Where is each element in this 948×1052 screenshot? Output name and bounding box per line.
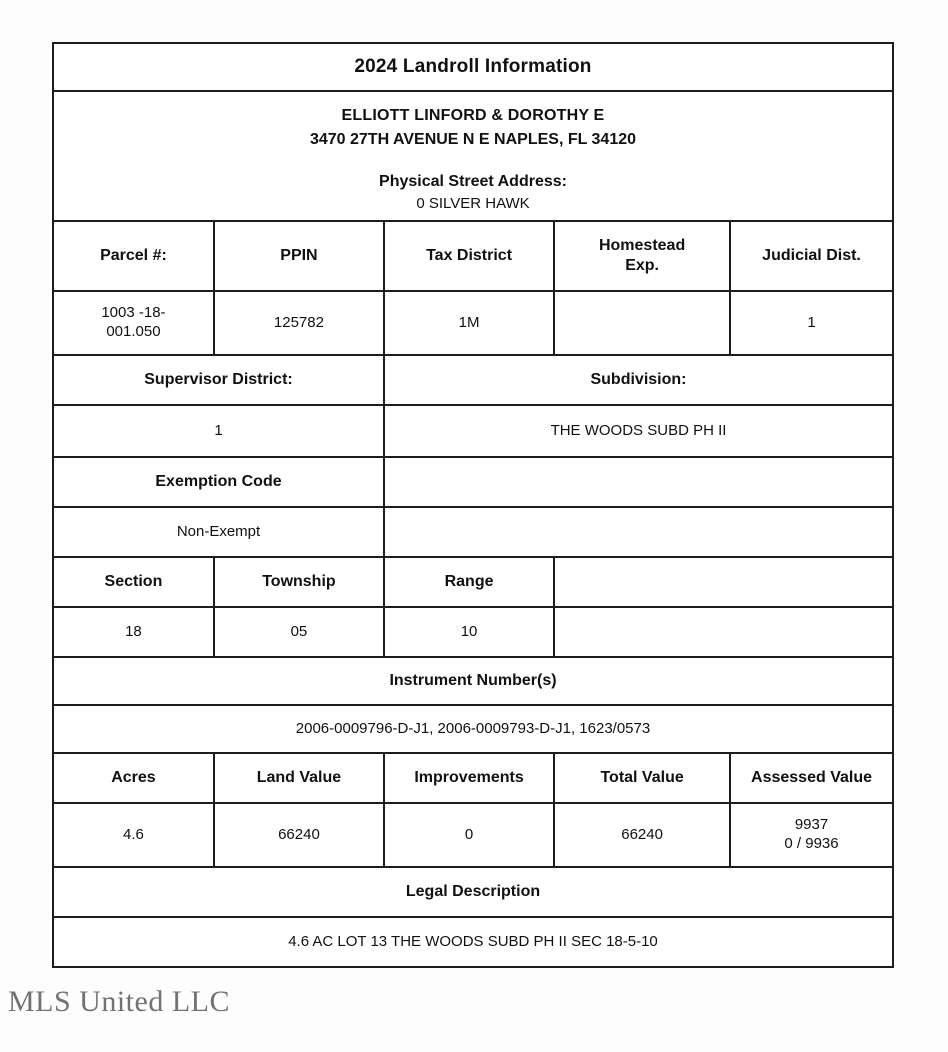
total-value-value: 66240 xyxy=(555,804,731,866)
assessed-value-header: Assessed Value xyxy=(751,769,872,786)
section-township-range-value-row xyxy=(54,608,892,658)
township-header: Township xyxy=(215,558,385,606)
tax-district-header: Tax District xyxy=(385,222,555,290)
acres-value: 4.6 xyxy=(54,804,215,866)
legal-description-header: Legal Description xyxy=(405,883,541,900)
watermark: MLS United LLC xyxy=(8,985,230,1018)
judicial-district-value: 1 xyxy=(807,313,816,331)
instrument-header-row xyxy=(54,658,892,706)
homestead-exp-header xyxy=(555,222,731,290)
range-header: Range xyxy=(385,558,555,606)
subdivision-header: Subdivision: xyxy=(590,371,687,388)
physical-address-label: Physical Street Address: xyxy=(379,173,567,190)
owner-row xyxy=(54,92,892,222)
exemption-header-blank xyxy=(385,458,892,506)
section-value: 18 xyxy=(54,608,215,656)
supervisor-district-header: Supervisor District: xyxy=(54,356,385,404)
ppin-header: PPIN xyxy=(215,222,385,290)
section-township-range-header-row xyxy=(54,558,892,608)
parcel-number-line2: 001.050 xyxy=(106,323,161,340)
exemption-header-row xyxy=(54,458,892,508)
supervisor-district-value: 1 xyxy=(54,406,385,456)
values-header-row xyxy=(54,754,892,804)
land-value-header: Land Value xyxy=(215,754,385,802)
title-row xyxy=(54,44,892,92)
instrument-number-header: Instrument Number(s) xyxy=(389,672,557,689)
owner-block xyxy=(54,92,892,220)
landroll-table xyxy=(52,42,894,968)
legal-description-header-row xyxy=(54,868,892,918)
physical-address-value: 0 SILVER HAWK xyxy=(416,195,530,212)
section-header: Section xyxy=(54,558,215,606)
exemption-value-row xyxy=(54,508,892,558)
supervisor-value-row xyxy=(54,406,892,458)
exemption-value-blank xyxy=(385,508,892,556)
assessed-value-line2: 0 / 9936 xyxy=(784,835,839,852)
owner-name: ELLIOTT LINFORD & DOROTHY E xyxy=(341,107,605,124)
tax-district-value: 1M xyxy=(385,292,555,354)
parcel-number-line1: 1003 -18- xyxy=(101,304,166,322)
assessed-value-value xyxy=(731,804,892,866)
homestead-exp-header-line2: Exp. xyxy=(625,257,659,274)
acres-header: Acres xyxy=(54,754,215,802)
instrument-value-row xyxy=(54,706,892,754)
township-value: 05 xyxy=(215,608,385,656)
judicial-district-header: Judicial Dist. xyxy=(762,247,861,264)
subdivision-value: THE WOODS SUBD PH II xyxy=(550,421,727,439)
supervisor-header-row xyxy=(54,356,892,406)
parcel-header-row xyxy=(54,222,892,292)
total-value-header: Total Value xyxy=(555,754,731,802)
parcel-number-header: Parcel #: xyxy=(54,222,215,290)
exemption-code-header: Exemption Code xyxy=(54,458,385,506)
homestead-exp-header-line1: Homestead xyxy=(598,237,686,254)
parcel-number-value xyxy=(54,292,215,354)
homestead-exp-value xyxy=(555,292,731,354)
legal-description-value-row xyxy=(54,918,892,966)
improvements-value: 0 xyxy=(385,804,555,866)
parcel-value-row xyxy=(54,292,892,356)
owner-mailing-address: 3470 27TH AVENUE N E NAPLES, FL 34120 xyxy=(309,131,637,148)
section-header-blank xyxy=(555,558,892,606)
exemption-code-value: Non-Exempt xyxy=(54,508,385,556)
page-title: 2024 Landroll Information xyxy=(354,56,592,78)
assessed-value-line1: 9937 xyxy=(794,816,829,834)
values-value-row xyxy=(54,804,892,868)
instrument-number-value: 2006-0009796-D-J1, 2006-0009793-D-J1, 1623/0573 xyxy=(295,719,651,737)
legal-description-value: 4.6 AC LOT 13 THE WOODS SUBD PH II SEC 18-5-10 xyxy=(288,932,658,950)
ppin-value: 125782 xyxy=(215,292,385,354)
improvements-header: Improvements xyxy=(385,754,555,802)
land-value-value: 66240 xyxy=(215,804,385,866)
section-value-blank xyxy=(555,608,892,656)
range-value: 10 xyxy=(385,608,555,656)
